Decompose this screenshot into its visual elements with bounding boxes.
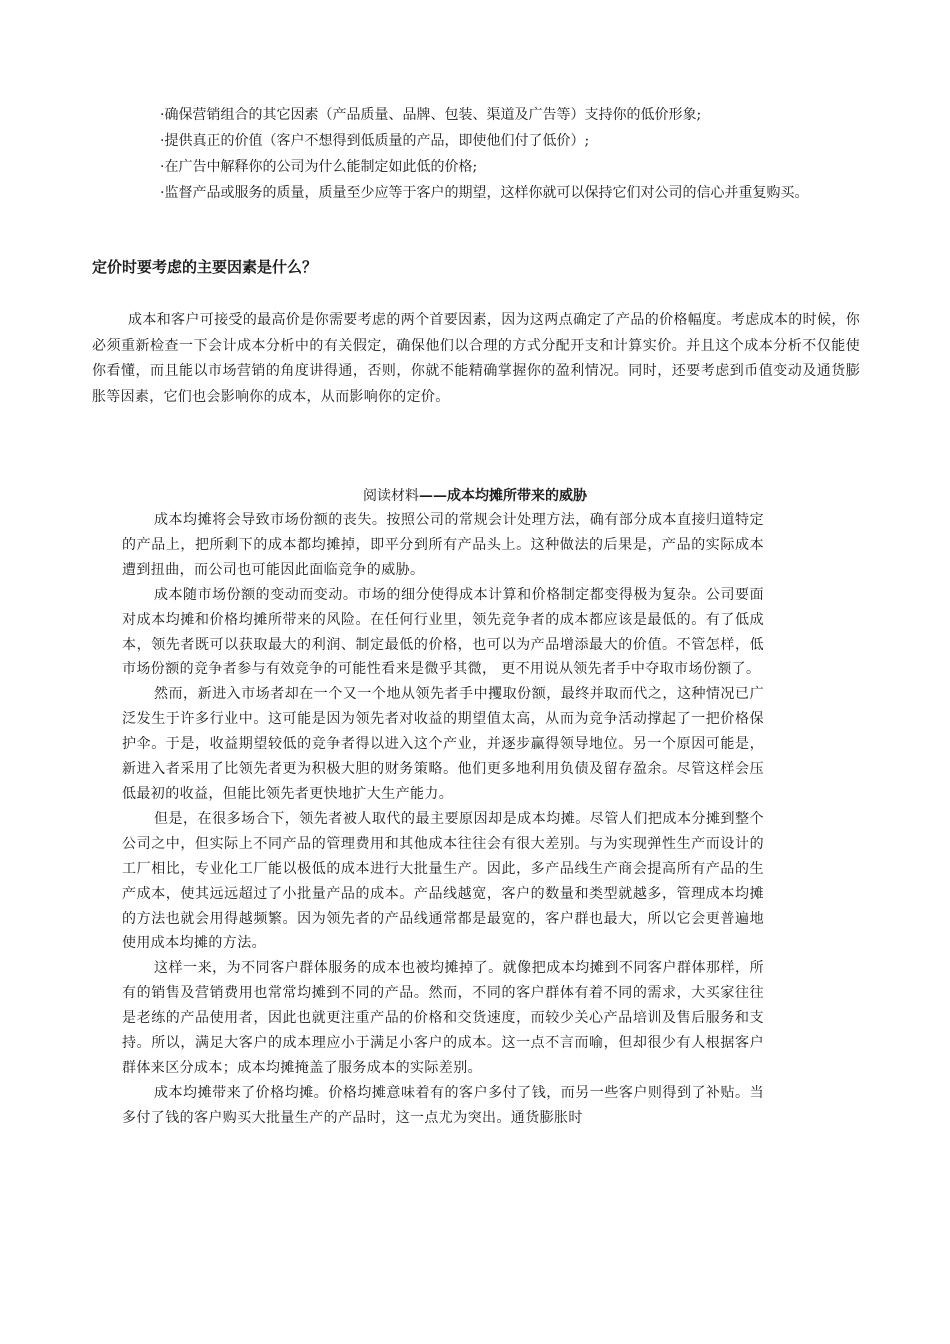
article-paragraph: 但是，在很多场合下，领先者被人取代的最主要原因却是成本均摊。尽管人们把成本分摊到整个公司之中，但实际上不同产品的管理费用和其他成本往往会有很大差别。与为实现弹性生产而设计的工厂相比，专业化工厂能以极低的成本进行大批量生产。因此，多产品线生产商会提高所有产品的生产成本，使其远远超过了小批量产品的成本。产品线越宽，客户的数量和类型就越多，管理成本均摊的方法也就会用得越频繁。因为领先者的产品线通常都是最宽的，客户群也最大，所以它会更普遍地使用成本均摊的方法。 — [122, 810, 764, 952]
section-paragraph: 成本和客户可接受的最高价是你需要考虑的两个首要因素，因为这两点确定了产品的价格幅度。考虑成本的时候，你必须重新检查一下会计成本分析中的有关假定，确保他们以合理的方式分配开支和计算实价。并且这个成本分析不仅能使你看懂，而且能以市场营销的角度讲得通，否则，你就不能精确掌握你的盈利情况。同时，还要考虑到币值变动及通货膨胀等因素，它们也会影响你的成本，从而影响你的定价。 — [92, 312, 860, 405]
reading-title-main: ——成本均摊所带来的威胁 — [419, 488, 587, 504]
bullet-list — [160, 102, 860, 206]
reading-title-prefix: 阅读材料 — [363, 488, 419, 504]
article-paragraph: 成本均摊带来了价格均摊。价格均摊意味着有的客户多付了钱，而另一些客户则得到了补贴。当多付了钱的客户购买大批量生产的产品时，这一点尤为突出。通货膨胀时 — [122, 1084, 764, 1126]
reading-title — [0, 486, 950, 506]
article-paragraph: 成本随市场份额的变动而变动。市场的细分使得成本计算和价格制定都变得极为复杂。公司要面对成本均摊和价格均摊所带来的风险。在任何行业里，领先竞争者的成本都应该是最低的。有了低成本，领先者既可以获取最大的利润、制定最低的价格，也可以为产品增添最大的价值。不管怎样，低市场份额的竞争者参与有效竞争的可能性看来是微乎其微， 更不用说从领先者手中夺取市场份额了。 — [122, 586, 764, 678]
article-paragraph: 这样一来，为不同客户群体服务的成本也被均摊掉了。就像把成本均摊到不同客户群体那样，所有的销售及营销费用也常常均摊到不同的产品。然而，不同的客户群体有着不同的需求，大买家往往是老练的产品使用者，因此也就更注重产品的价格和交货速度，而较少关心产品培训及售后服务和支持。所以，满足大客户的成本理应小于满足小客户的成本。这一点不言而喻，但却很少有人根据客户群体来区分成本；成本均摊掩盖了服务成本的实际差别。 — [122, 960, 764, 1076]
bullet-item: ·在广告中解释你的公司为什么能制定如此低的价格; — [160, 159, 478, 175]
reading-article — [122, 508, 764, 1131]
article-paragraph: 成本均摊将会导致市场份额的丧失。按照公司的常规会计处理方法，确有部分成本直接归道特定的产品上，把所剩下的成本都均摊掉，即平分到所有产品头上。这种做法的后果是，产品的实际成本遭到扭曲，而公司也可能因此面临竞争的威胁。 — [122, 512, 764, 578]
bullet-item: ·监督产品或服务的质量，质量至少应等于客户的期望，这样你就可以保持它们对公司的信心并重复购买。 — [160, 185, 809, 201]
bullet-item: ·提供真正的价值（客户不想得到低质量的产品，即使他们付了低价）; — [160, 133, 590, 149]
article-paragraph: 然而，新进入市场者却在一个又一个地从领先者手中攫取份额，最终并取而代之，这种情况已广泛发生于许多行业中。这可能是因为领先者对收益的期望值太高，从而为竞争活动撑起了一把价格保护伞。于是，收益期望较低的竞争者得以进入这个产业，并逐步赢得领导地位。另一个原因可能是，新进入者采用了比领先者更为积极大胆的财务策略。他们更多地利用负债及留存盈余。尽管这样会压低最初的收益，但能比领先者更快地扩大生产能力。 — [122, 686, 764, 802]
bullet-item: ·确保营销组合的其它因素（产品质量、品牌、包装、渠道及广告等）支持你的低价形象; — [160, 107, 702, 123]
section-heading: 定价时要考虑的主要因素是什么？ — [92, 258, 318, 276]
